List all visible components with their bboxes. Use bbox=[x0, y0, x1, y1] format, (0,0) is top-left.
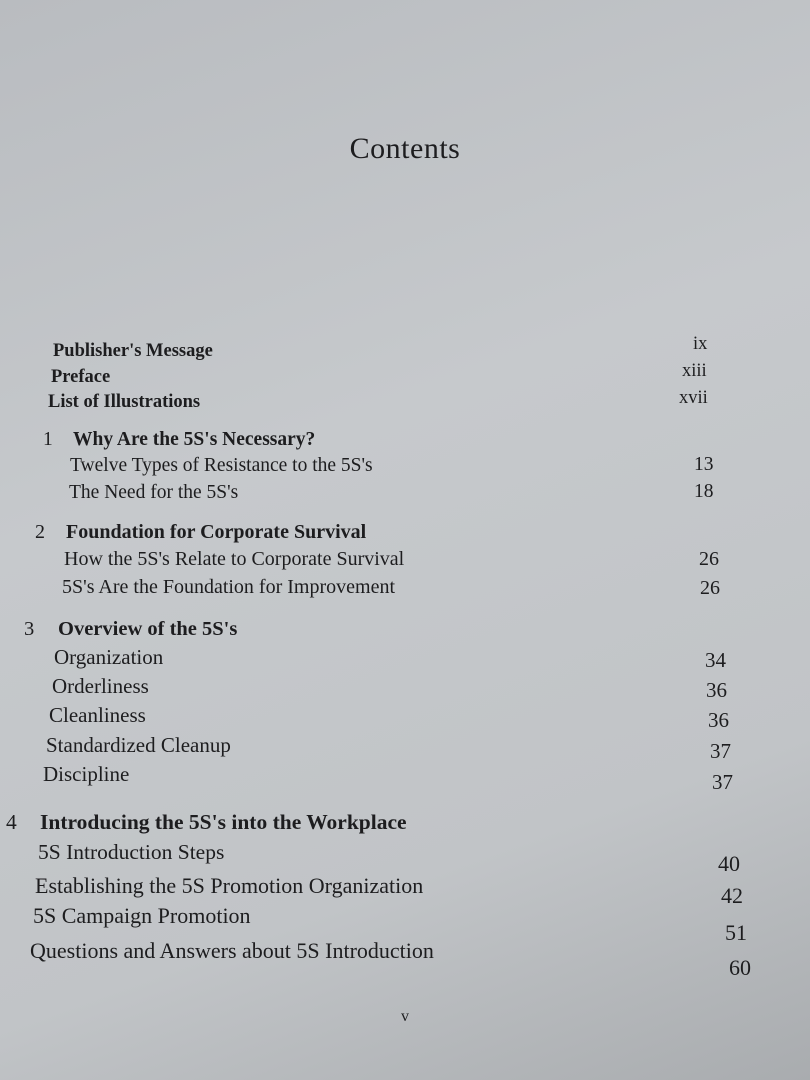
toc-page-number: 40 bbox=[718, 851, 740, 876]
chapter-number: 2 bbox=[35, 521, 45, 543]
toc-page-number: 36 bbox=[708, 708, 729, 732]
toc-section: The Need for the 5S's bbox=[69, 482, 239, 503]
toc-chapter-2 bbox=[35, 521, 366, 544]
chapter-number: 4 bbox=[6, 810, 17, 834]
toc-frontmatter-preface: Preface bbox=[51, 367, 111, 387]
chapter-title: Overview of the 5S's bbox=[58, 618, 238, 640]
page-folio: v bbox=[401, 1008, 409, 1025]
toc-section: Organization bbox=[54, 645, 164, 669]
toc-section: Discipline bbox=[43, 762, 130, 786]
toc-section: 5S's Are the Foundation for Improvement bbox=[62, 576, 395, 598]
toc-chapter-3 bbox=[24, 618, 237, 641]
toc-page-number: 51 bbox=[725, 920, 747, 945]
chapter-title: Foundation for Corporate Survival bbox=[66, 521, 367, 543]
toc-page-number: 18 bbox=[694, 481, 714, 502]
toc-page-number: 37 bbox=[712, 770, 733, 794]
toc-page-number: 26 bbox=[700, 577, 720, 599]
toc-page-number: 13 bbox=[694, 454, 714, 475]
toc-frontmatter-list-of-illustrations: List of Illustrations bbox=[48, 392, 201, 412]
toc-section: Standardized Cleanup bbox=[46, 733, 231, 757]
chapter-number: 1 bbox=[43, 429, 53, 450]
toc-section: Twelve Types of Resistance to the 5S's bbox=[70, 455, 373, 476]
toc-page-number: 37 bbox=[710, 739, 731, 763]
toc-page-number: 34 bbox=[705, 648, 726, 672]
toc-frontmatter-page: ix bbox=[693, 334, 708, 354]
toc-chapter-4 bbox=[6, 810, 407, 835]
toc-section: How the 5S's Relate to Corporate Survival bbox=[64, 548, 405, 570]
chapter-title: Why Are the 5S's Necessary? bbox=[73, 429, 316, 450]
page-title: Contents bbox=[349, 132, 461, 165]
toc-section: Orderliness bbox=[52, 674, 149, 698]
chapter-title: Introducing the 5S's into the Workplace bbox=[40, 810, 407, 834]
toc-frontmatter-page: xvii bbox=[679, 388, 708, 408]
toc-page-number: 26 bbox=[699, 548, 719, 570]
toc-section: 5S Introduction Steps bbox=[38, 840, 225, 864]
chapter-number: 3 bbox=[24, 618, 35, 640]
toc-page-number: 36 bbox=[706, 678, 727, 702]
toc-page-number: 42 bbox=[721, 883, 743, 908]
toc-section: Questions and Answers about 5S Introduction bbox=[30, 938, 434, 963]
toc-frontmatter-page: xiii bbox=[682, 361, 707, 381]
toc-chapter-1 bbox=[43, 429, 315, 451]
toc-section: Establishing the 5S Promotion Organization bbox=[35, 873, 424, 898]
toc-section: 5S Campaign Promotion bbox=[33, 903, 251, 928]
toc-frontmatter-publishers-message: Publisher's Message bbox=[53, 341, 213, 361]
toc-section: Cleanliness bbox=[49, 703, 146, 727]
toc-page-number: 60 bbox=[729, 955, 751, 980]
